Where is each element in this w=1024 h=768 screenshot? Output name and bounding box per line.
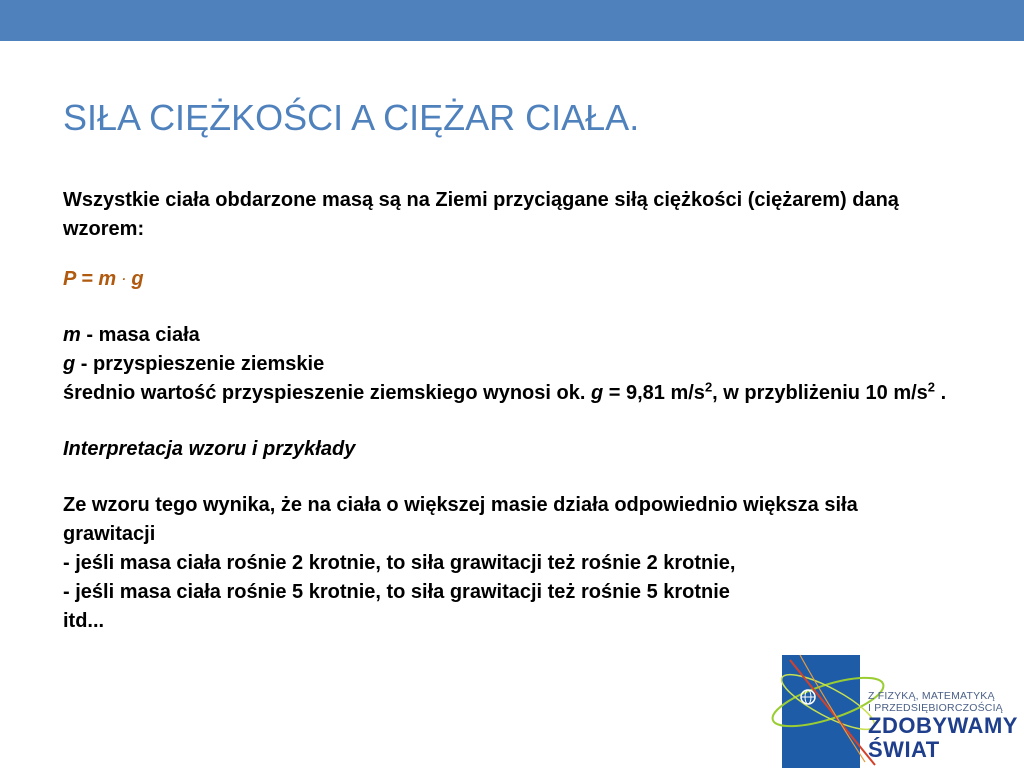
project-logo <box>770 640 1024 768</box>
average-exponent-2: 2 <box>927 379 936 395</box>
definition-m <box>63 321 953 350</box>
average-exponent: 2 <box>704 379 713 395</box>
conclusion-line-2: - jeśli masa ciała rośnie 2 krotnie, to siła grawitacji też rośnie 2 krotnie, <box>63 552 736 575</box>
top-accent-bar <box>0 0 1024 41</box>
definition-g-text: - przyspieszenie ziemskie <box>75 353 325 376</box>
logo-line-4: ŚWIAT <box>868 737 940 762</box>
average-symbol: g <box>590 382 604 405</box>
logo-line-1: Z FIZYKĄ, MATEMATYKĄ <box>868 690 995 702</box>
logo-text <box>868 690 1018 762</box>
average-mid: , w przybliżeniu 10 m/s <box>712 382 928 405</box>
intro-paragraph: Wszystkie ciała obdarzone masą są na Ziemi przyciągane siłą ciężkości (ciężarem) daną wzorem: <box>63 189 899 240</box>
slide-title: SIŁA CIĘŻKOŚCI A CIĘŻAR CIAŁA. <box>63 97 640 138</box>
average-value-text: = 9,81 m/s <box>603 382 705 405</box>
definition-g <box>63 350 953 379</box>
logo-line-2: I PRZEDSIĘBIORCZOŚCIĄ <box>868 702 1003 714</box>
conclusion-line-4: itd... <box>63 610 105 633</box>
conclusion-line-1: Ze wzoru tego wynika, że na ciała o większej masie działa odpowiednio większa siła grawitacji <box>63 494 858 546</box>
interpretation-heading: Interpretacja wzoru i przykłady <box>63 438 356 461</box>
average-end: . <box>935 382 947 405</box>
logo-line-3: ZDOBYWAMY <box>868 713 1018 738</box>
formula <box>63 265 953 294</box>
symbol-m: m <box>63 324 81 347</box>
conclusion-line-3: - jeśli masa ciała rośnie 5 krotnie, to siła grawitacji też rośnie 5 krotnie <box>63 581 730 604</box>
formula-left: P = m <box>63 268 117 290</box>
symbol-g: g <box>63 353 76 376</box>
slide-content <box>63 186 953 636</box>
formula-right: g <box>131 268 144 290</box>
average-prefix: średnio wartość przyspieszenie ziemskiego wynosi ok. <box>63 382 591 405</box>
formula-dot: · <box>121 272 126 287</box>
average-value <box>63 379 953 408</box>
definition-m-text: - masa ciała <box>80 324 200 347</box>
